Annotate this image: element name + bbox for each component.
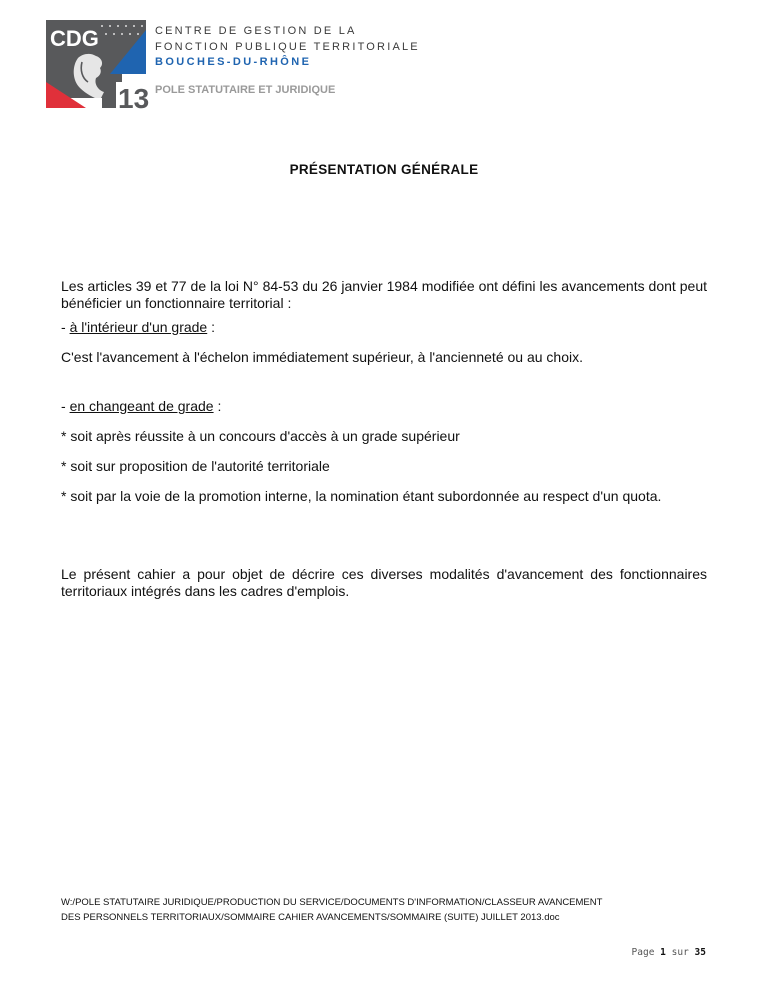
document-title: PRÉSENTATION GÉNÉRALE [289, 162, 479, 177]
conclusion-paragraph: Le présent cahier a pour objet de décrire ces diverses modalités d'avancement des fonctionnaires territoriaux intégrés dans les cadres d'emplois. [61, 566, 707, 599]
page-total: 35 [694, 947, 706, 958]
file-path [61, 895, 721, 925]
section1-heading [61, 319, 707, 336]
page-current: 1 [660, 947, 666, 958]
section2-colon: : [213, 398, 222, 414]
section2-heading [61, 398, 707, 415]
section1-dash: - [61, 319, 70, 335]
cdg13-logo [42, 18, 150, 110]
logo-cdg-text: CDG [50, 26, 99, 51]
section1-label: à l'intérieur d'un grade [69, 319, 208, 335]
page-sep: sur [671, 947, 689, 958]
org-line-3: BOUCHES-DU-RHÔNE [155, 56, 312, 68]
file-path-line-2: DES PERSONNELS TERRITORIAUX/SOMMAIRE CAHIER AVANCEMENTS/SOMMAIRE (SUITE) JUILLET 2013.doc [61, 912, 560, 923]
section2-dash: - [61, 398, 70, 414]
bullet-promotion-interne: * soit par la voie de la promotion interne, la nomination étant subordonnée au respect d'un quota. [61, 488, 662, 504]
bullet-concours: * soit après réussite à un concours d'accès à un grade supérieur [61, 428, 460, 444]
file-path-line-1: W:/POLE STATUTAIRE JURIDIQUE/PRODUCTION DU SERVICE/DOCUMENTS D'INFORMATION/CLASSEUR AVANCEMENT [61, 897, 603, 908]
page-number [632, 947, 706, 958]
section2-label: en changeant de grade [69, 398, 214, 414]
bullet-proposition: * soit sur proposition de l'autorité territoriale [61, 458, 330, 474]
section1-text: C'est l'avancement à l'échelon immédiatement supérieur, à l'ancienneté ou au choix. [61, 349, 583, 365]
section1-colon: : [207, 319, 215, 335]
page-word: Page [631, 947, 655, 958]
pole-label: POLE STATUTAIRE ET JURIDIQUE [155, 84, 336, 96]
org-line-1: CENTRE DE GESTION DE LA [155, 25, 357, 37]
intro-paragraph: Les articles 39 et 77 de la loi N° 84-53 du 26 janvier 1984 modifiée ont défini les avancements dont peut bénéficier un fonctionnaire territorial : [61, 278, 707, 311]
logo-number-text: 13 [118, 83, 150, 110]
org-line-2: FONCTION PUBLIQUE TERRITORIALE [155, 40, 420, 53]
organisation-name [155, 24, 420, 71]
